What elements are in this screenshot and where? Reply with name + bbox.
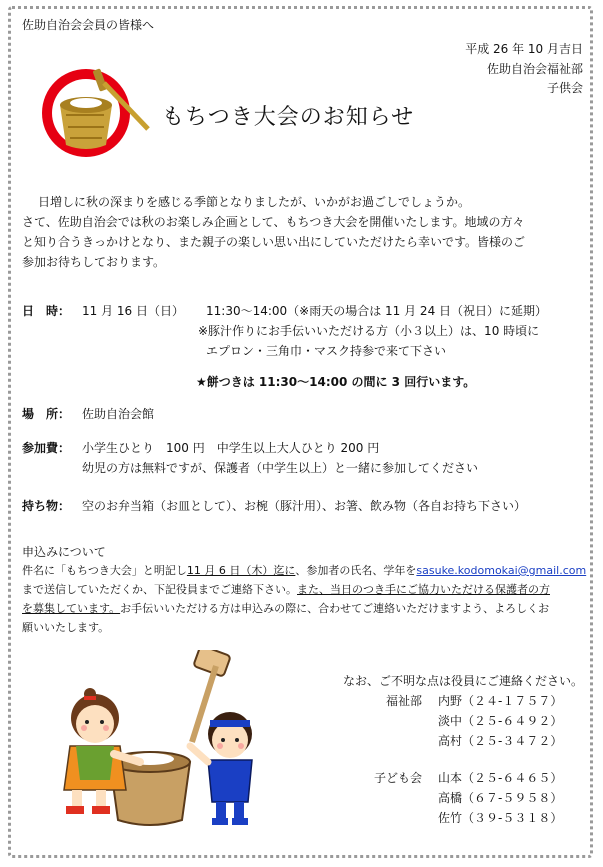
apply-line-1a: 件名に「もちつき大会」と明記し: [22, 564, 187, 577]
apply-line-1: [22, 562, 586, 580]
apply-line-2: [22, 581, 550, 599]
place-value: 佐助自治会館: [82, 407, 155, 421]
schedule-date: 11 月 16 日（日）: [82, 304, 184, 318]
recipient-line: 佐助自治会会員の皆様へ: [22, 18, 155, 32]
intro-line-3: と知り合うきっかけとなり、また親子の楽しい思い出にしていただけたら幸いです。皆様のご: [22, 235, 526, 249]
welfare-label: 福祉部: [386, 694, 423, 708]
welfare-contact-2: 淡中（２５-６４９２）: [438, 714, 563, 728]
intro-line-4: 参加お待ちしております。: [22, 255, 166, 269]
fee-line-1: 小学生ひとり 100 円 中学生以上大人ひとり 200 円: [82, 441, 380, 455]
schedule-label: 日 時：: [22, 304, 71, 318]
bring-label: 持ち物：: [22, 499, 71, 513]
fee-label: 参加費：: [22, 441, 71, 455]
apply-line-4: 願いいたします。: [22, 621, 110, 634]
intro-line-2: さて、佐助自治会では秋のお楽しみ企画として、もちつき大会を開催いたします。地域の方々: [22, 215, 525, 229]
apply-line-2a: まで送信していただくか、下記役員までご連絡下さい。: [22, 583, 297, 596]
kids-mochi-pounding-illustration: [40, 650, 280, 835]
page-title: もちつき大会のお知らせ: [162, 105, 415, 130]
kids-club-contact-2: 高橋（６７-５９５８）: [438, 791, 563, 805]
apply-line-3a: を募集しています。: [22, 602, 121, 615]
apply-line-3b: お手伝いいただける方は申込みの際に、合わせてご連絡いただけますよう、よろしくお: [120, 602, 550, 615]
schedule-note-1: ※豚汁作りにお手伝いいただける方（小３以上）は、10 時頃に: [198, 324, 540, 338]
kids-club-label: 子ども会: [374, 771, 423, 785]
issue-date: 平成 26 年 10 月吉日: [465, 42, 583, 56]
apply-email-link[interactable]: sasuke.kodomokai@gmail.com: [416, 564, 587, 577]
welfare-contact-1: 内野（２４-１７５７）: [438, 694, 563, 708]
mochi-mortar-icon: [36, 63, 154, 163]
apply-deadline: 11 月 6 日（木）迄に: [186, 564, 296, 577]
contact-intro: なお、ご不明な点は役員にご連絡ください。: [342, 674, 583, 688]
kids-club-contact-1: 山本（２５-６４６５）: [438, 771, 563, 785]
fee-line-2: 幼児の方は無料ですが、保護者（中学生以上）と一緒に参加してください: [82, 461, 479, 475]
apply-line-2b: また、当日のつき手にご協力いただける保護者の方: [297, 583, 550, 596]
bring-value: 空のお弁当箱（お皿として）、お椀（豚汁用）、お箸、飲み物（各自お持ち下さい）: [82, 499, 527, 513]
place-label: 場 所：: [22, 407, 71, 421]
schedule-note-2: エプロン・三角巾・マスク持参で来て下さい: [206, 344, 447, 358]
apply-line-1c: 、参加者の氏名、学年を: [295, 564, 417, 577]
schedule-time: 11:30～14:00（※雨天の場合は 11 月 24 日（祝日）に延期）: [206, 304, 548, 318]
sender-org: 佐助自治会福祉部: [486, 62, 583, 76]
apply-heading: 申込みについて: [22, 545, 106, 559]
sender-group: 子供会: [546, 81, 583, 95]
welfare-contact-3: 高村（２５-３４７２）: [438, 734, 563, 748]
apply-line-3: [22, 600, 549, 618]
intro-line-1: 日増しに秋の深まりを感じる季節となりましたが、いかがお過ごしでしょうか。: [38, 195, 471, 209]
kids-club-contact-3: 佐竹（３９-５３１８）: [438, 811, 563, 825]
mochi-pounding-highlight: ★餅つきは 11:30～14:00 の間に 3 回行います。: [196, 375, 476, 389]
